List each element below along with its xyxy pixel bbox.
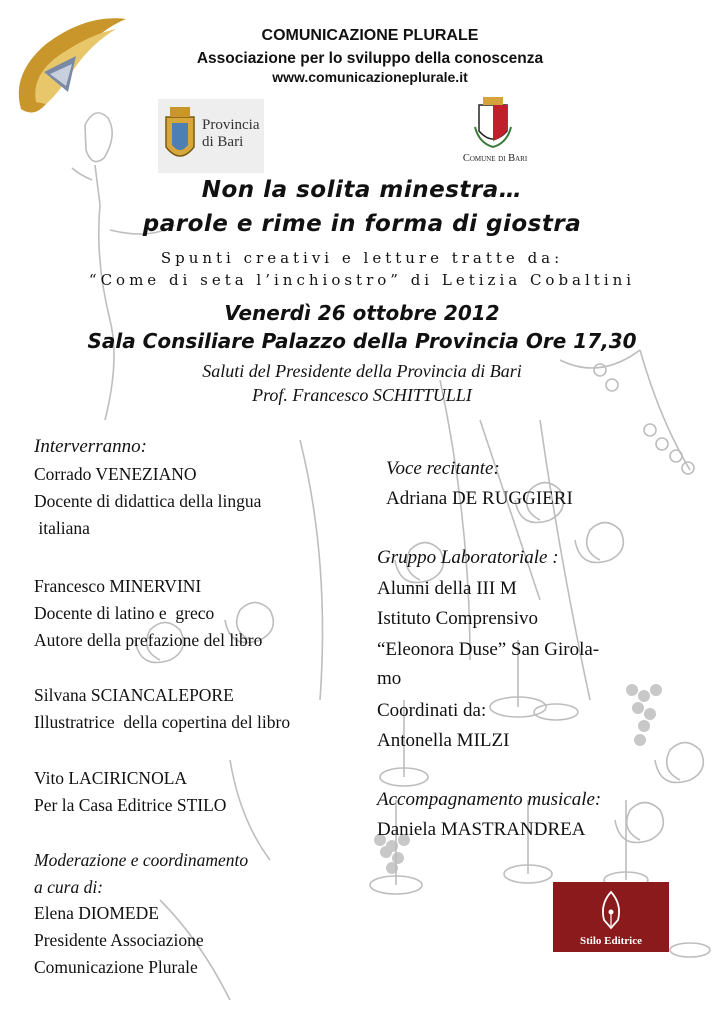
group-heading: Gruppo Laboratoriale : bbox=[377, 547, 559, 568]
moderator-name: Elena DIOMEDE bbox=[34, 903, 159, 923]
speaker-role: italiana bbox=[34, 518, 90, 538]
provincia-di-bari-logo bbox=[158, 99, 264, 173]
event-greetings-by: Prof. Francesco SCHITTULLI bbox=[252, 385, 472, 405]
speaker-role: Per la Casa Editrice STILO bbox=[34, 795, 227, 815]
org-url: www.comunicazioneplurale.it bbox=[272, 69, 468, 85]
event-venue: Sala Consiliare Palazzo della Provincia Ore 17,30 bbox=[87, 329, 637, 353]
event-date: Venerdì 26 ottobre 2012 bbox=[224, 301, 500, 325]
music-name: Daniela MASTRANDREA bbox=[377, 819, 586, 840]
speaker-role: Docente di latino e greco bbox=[34, 603, 215, 623]
subtitle-line-2: “Come di seta l’inchiostro” di Letizia Cobaltini bbox=[88, 271, 636, 289]
stilo-editrice-logo bbox=[553, 882, 669, 952]
pen-nib-icon bbox=[598, 890, 624, 930]
subtitle-line-1: Spunti creativi e letture tratte da: bbox=[160, 249, 564, 267]
group-line: Alunni della III M bbox=[377, 578, 517, 599]
group-line: “Eleonora Duse” San Girola- bbox=[377, 639, 600, 660]
title-line-2: parole e rime in forma di giostra bbox=[142, 211, 582, 237]
speaker-role: Autore della prefazione del libro bbox=[34, 630, 263, 650]
music-heading: Accompagnamento musicale: bbox=[377, 789, 602, 810]
comunicazione-plurale-logo bbox=[6, 14, 132, 124]
speaker-role: Illustratrice della copertina del libro bbox=[34, 712, 291, 732]
moderator-role: Presidente Associazione bbox=[34, 930, 204, 950]
speaker-name: Corrado VENEZIANO bbox=[34, 464, 197, 484]
group-line: Antonella MILZI bbox=[377, 730, 510, 751]
group-line: Coordinati da: bbox=[377, 700, 487, 721]
org-name: COMUNICAZIONE PLURALE bbox=[261, 27, 479, 44]
comune-logo-text: Comune di Bari bbox=[462, 153, 528, 164]
group-line: Istituto Comprensivo bbox=[377, 608, 538, 629]
speaker-name: Francesco MINERVINI bbox=[34, 576, 202, 596]
moderation-heading: a cura di: bbox=[34, 877, 104, 897]
event-greetings: Saluti del Presidente della Provincia di Bari bbox=[202, 361, 522, 381]
speaker-role: Docente di didattica della lingua bbox=[34, 491, 262, 511]
voice-name: Adriana DE RUGGIERI bbox=[386, 488, 573, 509]
speakers-heading: Interverranno: bbox=[34, 436, 147, 457]
title-line-1: Non la solita minestra… bbox=[201, 177, 523, 203]
group-line: mo bbox=[377, 668, 402, 689]
moderator-role: Comunicazione Plurale bbox=[34, 957, 198, 977]
speaker-name: Silvana SCIANCALEPORE bbox=[34, 685, 234, 705]
speaker-name: Vito LACIRICNOLA bbox=[34, 768, 188, 788]
provincia-logo-text: Provincia di Bari bbox=[202, 117, 260, 150]
comune-di-bari-logo bbox=[440, 97, 550, 169]
org-subtitle: Associazione per lo sviluppo della conoscenza bbox=[196, 50, 544, 67]
moderation-heading: Moderazione e coordinamento bbox=[34, 850, 249, 870]
stilo-logo-text: Stilo Editrice bbox=[579, 935, 643, 947]
provincia-crest-icon bbox=[162, 103, 198, 169]
voice-heading: Voce recitante: bbox=[386, 458, 500, 479]
comune-crest-icon bbox=[473, 97, 513, 149]
